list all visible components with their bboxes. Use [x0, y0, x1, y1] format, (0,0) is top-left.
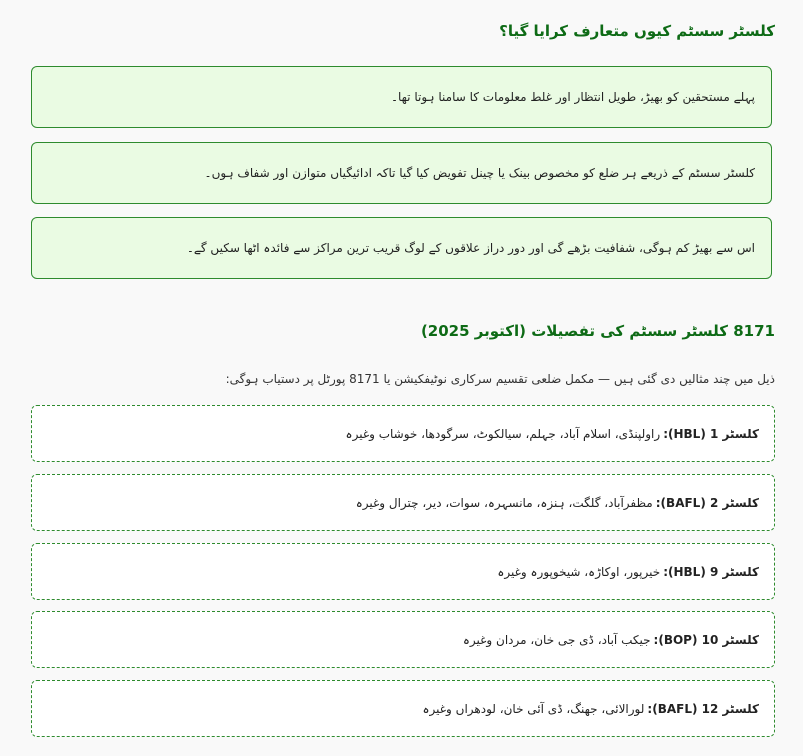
details-intro-text: ذیل میں چند مثالیں دی گئی ہیں — مکمل ضلعی تقسیم سرکاری نوٹیفکیشن یا 8171 پورٹل پر دستیاب ہوگی:: [225, 372, 775, 386]
cluster-districts: جیکب آباد، ڈی جی خان، مردان وغیرہ: [462, 632, 651, 647]
cluster-districts: راولپنڈی، اسلام آباد، جہلم، سیالکوٹ، سرگودھا، خوشاب وغیرہ: [345, 426, 661, 441]
cluster-name: کلسٹر 9 (HBL):: [663, 564, 759, 579]
cluster-name: کلسٹر 12 (BAFL):: [647, 701, 759, 716]
cluster-name: کلسٹر 10 (BOP):: [653, 632, 759, 647]
cluster-item: [31, 680, 775, 737]
section-heading-cluster-details: 8171 کلسٹر سسٹم کی تفصیلات (اکتوبر 2025): [420, 322, 775, 340]
cluster-districts: خیرپور، اوکاڑہ، شیخوپورہ وغیرہ: [497, 564, 661, 579]
cluster-item: [31, 405, 775, 462]
cluster-item: [31, 543, 775, 600]
cluster-name: کلسٹر 1 (HBL):: [663, 426, 759, 441]
cluster-districts: مظفرآباد، گلگت، ہنزہ، مانسہرہ، سوات، دیر، چترال وغیرہ: [355, 495, 653, 510]
info-box-benefits: اس سے بھیڑ کم ہوگی، شفافیت بڑھے گی اور دور دراز علاقوں کے لوگ قریب ترین مراکز سے فائدہ اٹھا سکیں گے۔: [31, 217, 772, 279]
cluster-districts: لورالائی، جھنگ، ڈی آئی خان، لودھراں وغیرہ: [422, 701, 645, 716]
cluster-item: [31, 474, 775, 531]
info-box-cluster-system: کلسٹر سسٹم کے ذریعے ہر ضلع کو مخصوص بینک یا چینل تفویض کیا گیا تاکہ ادائیگیاں متوازن اور شفاف ہوں۔: [31, 142, 772, 204]
cluster-name: کلسٹر 2 (BAFL):: [655, 495, 759, 510]
section-heading-why-cluster: کلسٹر سسٹم کیوں متعارف کرایا گیا؟: [499, 22, 775, 40]
info-box-before: پہلے مستحقین کو بھیڑ، طویل انتظار اور غلط معلومات کا سامنا ہوتا تھا۔: [31, 66, 772, 128]
cluster-item: [31, 611, 775, 668]
